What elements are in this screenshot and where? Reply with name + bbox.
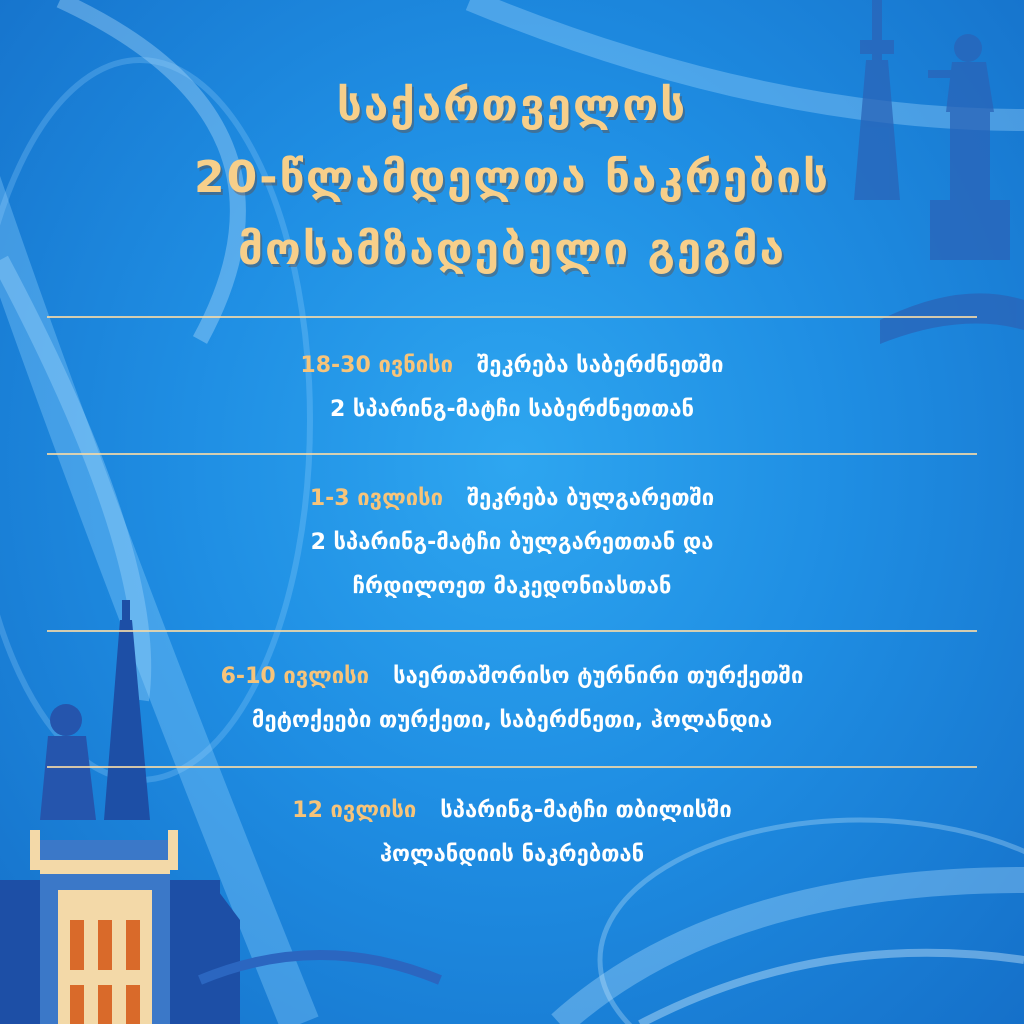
- event-detail: ჰოლანდიის ნაკრებთან: [379, 842, 645, 867]
- schedule-item: [0, 789, 1024, 877]
- title-line: საქართველოს: [336, 80, 688, 131]
- event-headline: სპარინგ-მატჩი თბილისში: [440, 798, 732, 823]
- schedule-item: [0, 477, 1024, 609]
- event-headline: შეკრება საბერძნეთში: [477, 353, 724, 378]
- event-detail: 2 სპარინგ-მატჩი ბულგარეთთან და: [310, 530, 714, 555]
- schedule-item: [0, 344, 1024, 432]
- event-headline: შეკრება ბულგარეთში: [467, 486, 715, 511]
- event-date: 12 ივლისი: [292, 798, 417, 823]
- divider: [47, 766, 977, 768]
- divider: [47, 316, 977, 318]
- event-detail: 2 სპარინგ-მატჩი საბერძნეთთან: [329, 397, 695, 422]
- event-headline: საერთაშორისო ტურნირი თურქეთში: [393, 664, 804, 689]
- event-date: 18-30 ივნისი: [300, 353, 454, 378]
- event-detail: მეტოქეები თურქეთი, საბერძნეთი, ჰოლანდია: [251, 708, 773, 733]
- event-date: 1-3 ივლისი: [309, 486, 443, 511]
- title-line: მოსამზადებელი გეგმა: [237, 224, 787, 275]
- divider: [47, 630, 977, 632]
- light-arc: [640, 953, 1024, 1024]
- title-line: 20-წლამდელთა ნაკრების: [193, 152, 831, 203]
- page-title: [0, 70, 1024, 286]
- divider: [47, 453, 977, 455]
- event-date: 6-10 ივლისი: [220, 664, 370, 689]
- event-detail: ჩრდილოეთ მაკედონიასთან: [352, 574, 672, 599]
- schedule-item: [0, 655, 1024, 743]
